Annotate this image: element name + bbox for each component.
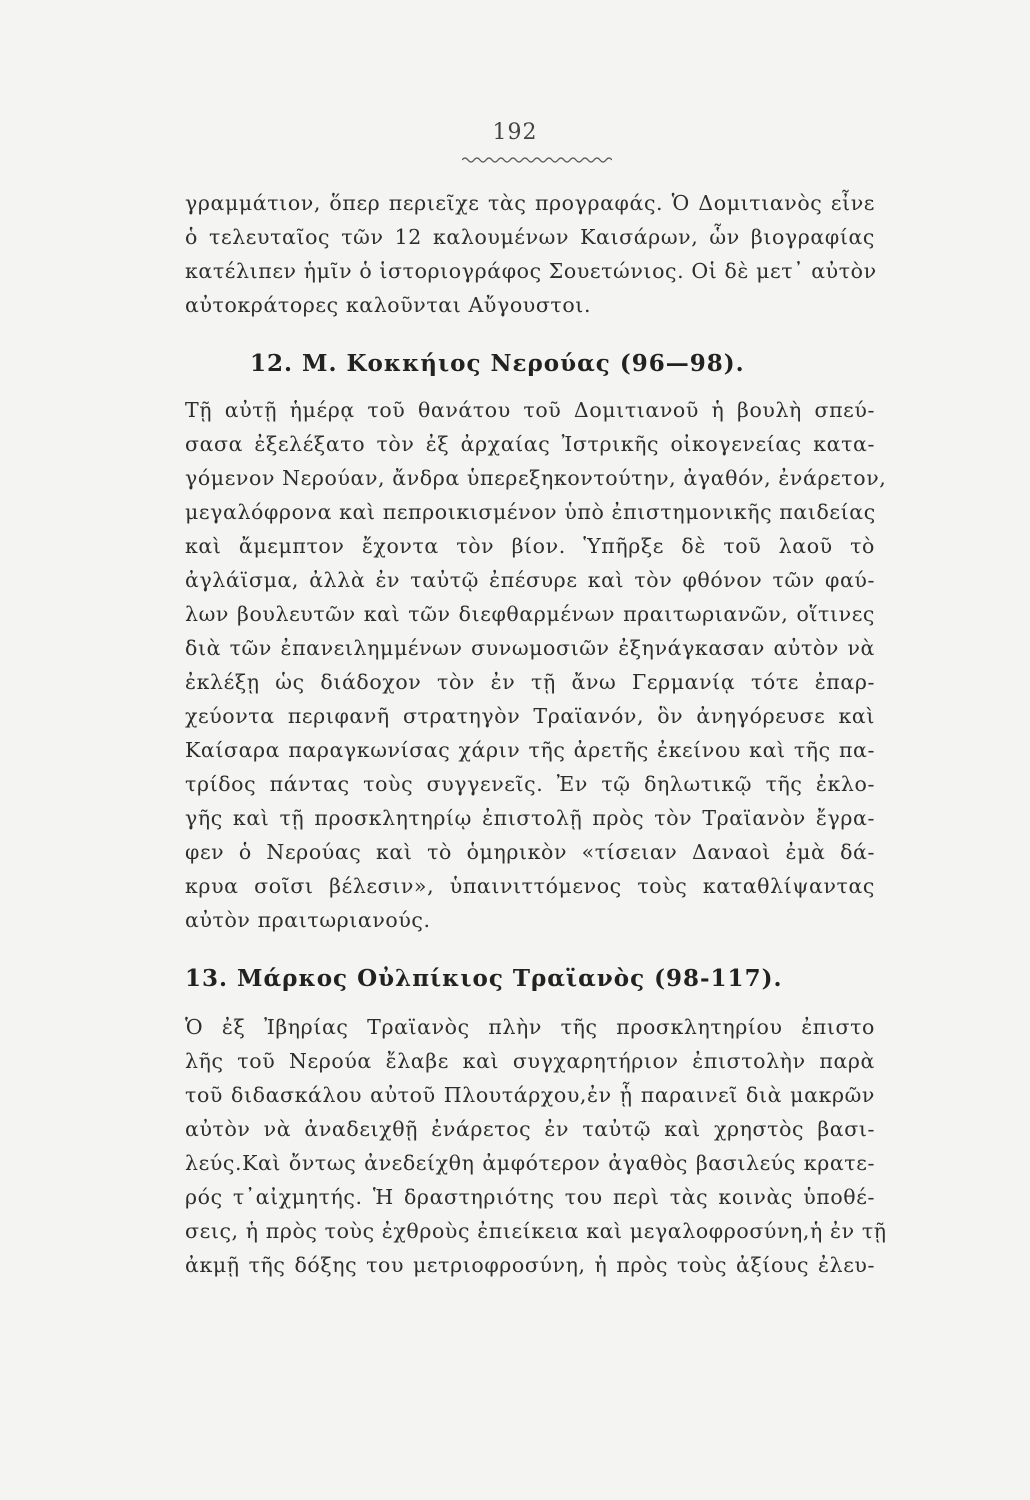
section-12-line: ἐκλέξῃ ὡς διάδοχον τὸν ἐν τῇ ἄνω Γερμανίᾳ τότε ἐπαρ-	[185, 670, 875, 694]
section-12-line: διὰ τῶν ἐπανειλημμένων συνωμοσιῶν ἐξηνάγκασαν αὐτὸν νὰ	[185, 636, 875, 660]
section-12-line: καὶ ἄμεμπτον ἔχοντα τὸν βίον. Ὑπῆρξε δὲ τοῦ λαοῦ τὸ	[185, 534, 875, 558]
section-13-line: αὐτὸν νὰ ἀναδειχθῇ ἐνάρετος ἐν ταὐτῷ καὶ χρηστὸς βασι-	[185, 1117, 875, 1141]
section-13-line: λεύς.Καὶ ὄντως ἀνεδείχθη ἀμφότερον ἀγαθὸς βασιλεύς κρατε-	[185, 1151, 875, 1175]
section-12-line: σασα ἐξελέξατο τὸν ἐξ ἀρχαίας Ἰστρικῆς οἰκογενείας κατα-	[185, 432, 875, 456]
section-12-line: γῆς καὶ τῇ προσκλητηρίῳ ἐπιστολῇ πρὸς τὸν Τραϊανὸν ἔγρα-	[185, 806, 875, 830]
section-12-line: Τῇ αὐτῇ ἡμέρᾳ τοῦ θανάτου τοῦ Δομιτιανοῦ ἡ βουλὴ σπεύ-	[185, 398, 875, 422]
section-13-line: τοῦ διδασκάλου αὐτοῦ Πλουτάρχου,ἐν ᾗ παραινεῖ διὰ μακρῶν	[185, 1083, 875, 1107]
wavy-rule-ornament	[462, 155, 612, 165]
section-12-line: λων βουλευτῶν καὶ τῶν διεφθαρμένων πραιτωριανῶν, οἵτινες	[185, 602, 875, 626]
intro-line: ὁ τελευταῖος τῶν 12 καλουμένων Καισάρων, ὧν βιογραφίας	[185, 225, 875, 249]
section-12-line: κρυα σοῖσι βέλεσιν», ὑπαινιττόμενος τοὺς καταθλίψαντας	[185, 874, 875, 898]
section-13-line: ρός τ᾽αἰχμητής. Ἡ δραστηριότης του περὶ τὰς κοινὰς ὑποθέ-	[185, 1185, 875, 1209]
section-13-line: σεις, ἡ πρὸς τοὺς ἐχθροὺς ἐπιείκεια καὶ μεγαλοφροσύνη,ἡ ἐν τῇ	[185, 1219, 887, 1243]
section-13-line: λῆς τοῦ Νερούα ἔλαβε καὶ συγχαρητήριον ἐπιστολὴν παρὰ	[185, 1049, 875, 1073]
section-13-line: Ὁ ἐξ Ἰβηρίας Τραϊανὸς πλὴν τῆς προσκλητηρίου ἐπιστο	[185, 1015, 875, 1039]
intro-line: αὐτοκράτορες καλοῦνται Αὔγουστοι.	[185, 293, 592, 317]
intro-line: γραμμάτιον, ὅπερ περιεῖχε τὰς προγραφάς. Ὁ Δομιτιανὸς εἶνε	[185, 191, 875, 215]
section-12-line: ἀγλάϊσμα, ἀλλὰ ἐν ταὐτῷ ἐπέσυρε καὶ τὸν φθόνον τῶν φαύ-	[185, 568, 875, 592]
section-12-line: γόμενον Νερούαν, ἄνδρα ὑπερεξηκοντούτην, ἀγαθόν, ἐνάρετον,	[185, 466, 887, 490]
page-number: 192	[492, 120, 538, 145]
section-12-line: Καίσαρα παραγκωνίσας χάριν τῆς ἀρετῆς ἐκείνου καὶ τῆς πα-	[185, 738, 875, 762]
section-13-line: ἀκμῇ τῆς δόξης του μετριοφροσύνη, ἡ πρὸς τοὺς ἀξίους ἐλευ-	[185, 1253, 875, 1277]
section-12-line: φεν ὁ Νερούας καὶ τὸ ὁμηρικὸν «τίσειαν Δαναοὶ ἐμὰ δά-	[185, 840, 875, 864]
section-13-heading: 13. Μάρκος Οὐλπίκιος Τραϊανὸς (98-117).	[185, 965, 783, 992]
intro-line: κατέλιπεν ἡμῖν ὁ ἱστοριογράφος Σουετώνιος. Οἱ δὲ μετ᾽ αὐτὸν	[185, 259, 877, 283]
section-12-line: τρίδος πάντας τοὺς συγγενεῖς. Ἐν τῷ δηλωτικῷ τῆς ἐκλο-	[185, 772, 875, 796]
section-12-line: αὐτὸν πραιτωριανούς.	[185, 908, 431, 932]
section-12-line: μεγαλόφρονα καὶ πεπροικισμένον ὑπὸ ἐπιστημονικῆς παιδείας	[185, 500, 876, 524]
section-12-heading: 12. Μ. Κοκκήιος Νερούας (96—98).	[250, 350, 745, 377]
section-12-line: χεύοντα περιφανῆ στρατηγὸν Τραϊανόν, ὃν ἀνηγόρευσε καὶ	[185, 704, 875, 728]
